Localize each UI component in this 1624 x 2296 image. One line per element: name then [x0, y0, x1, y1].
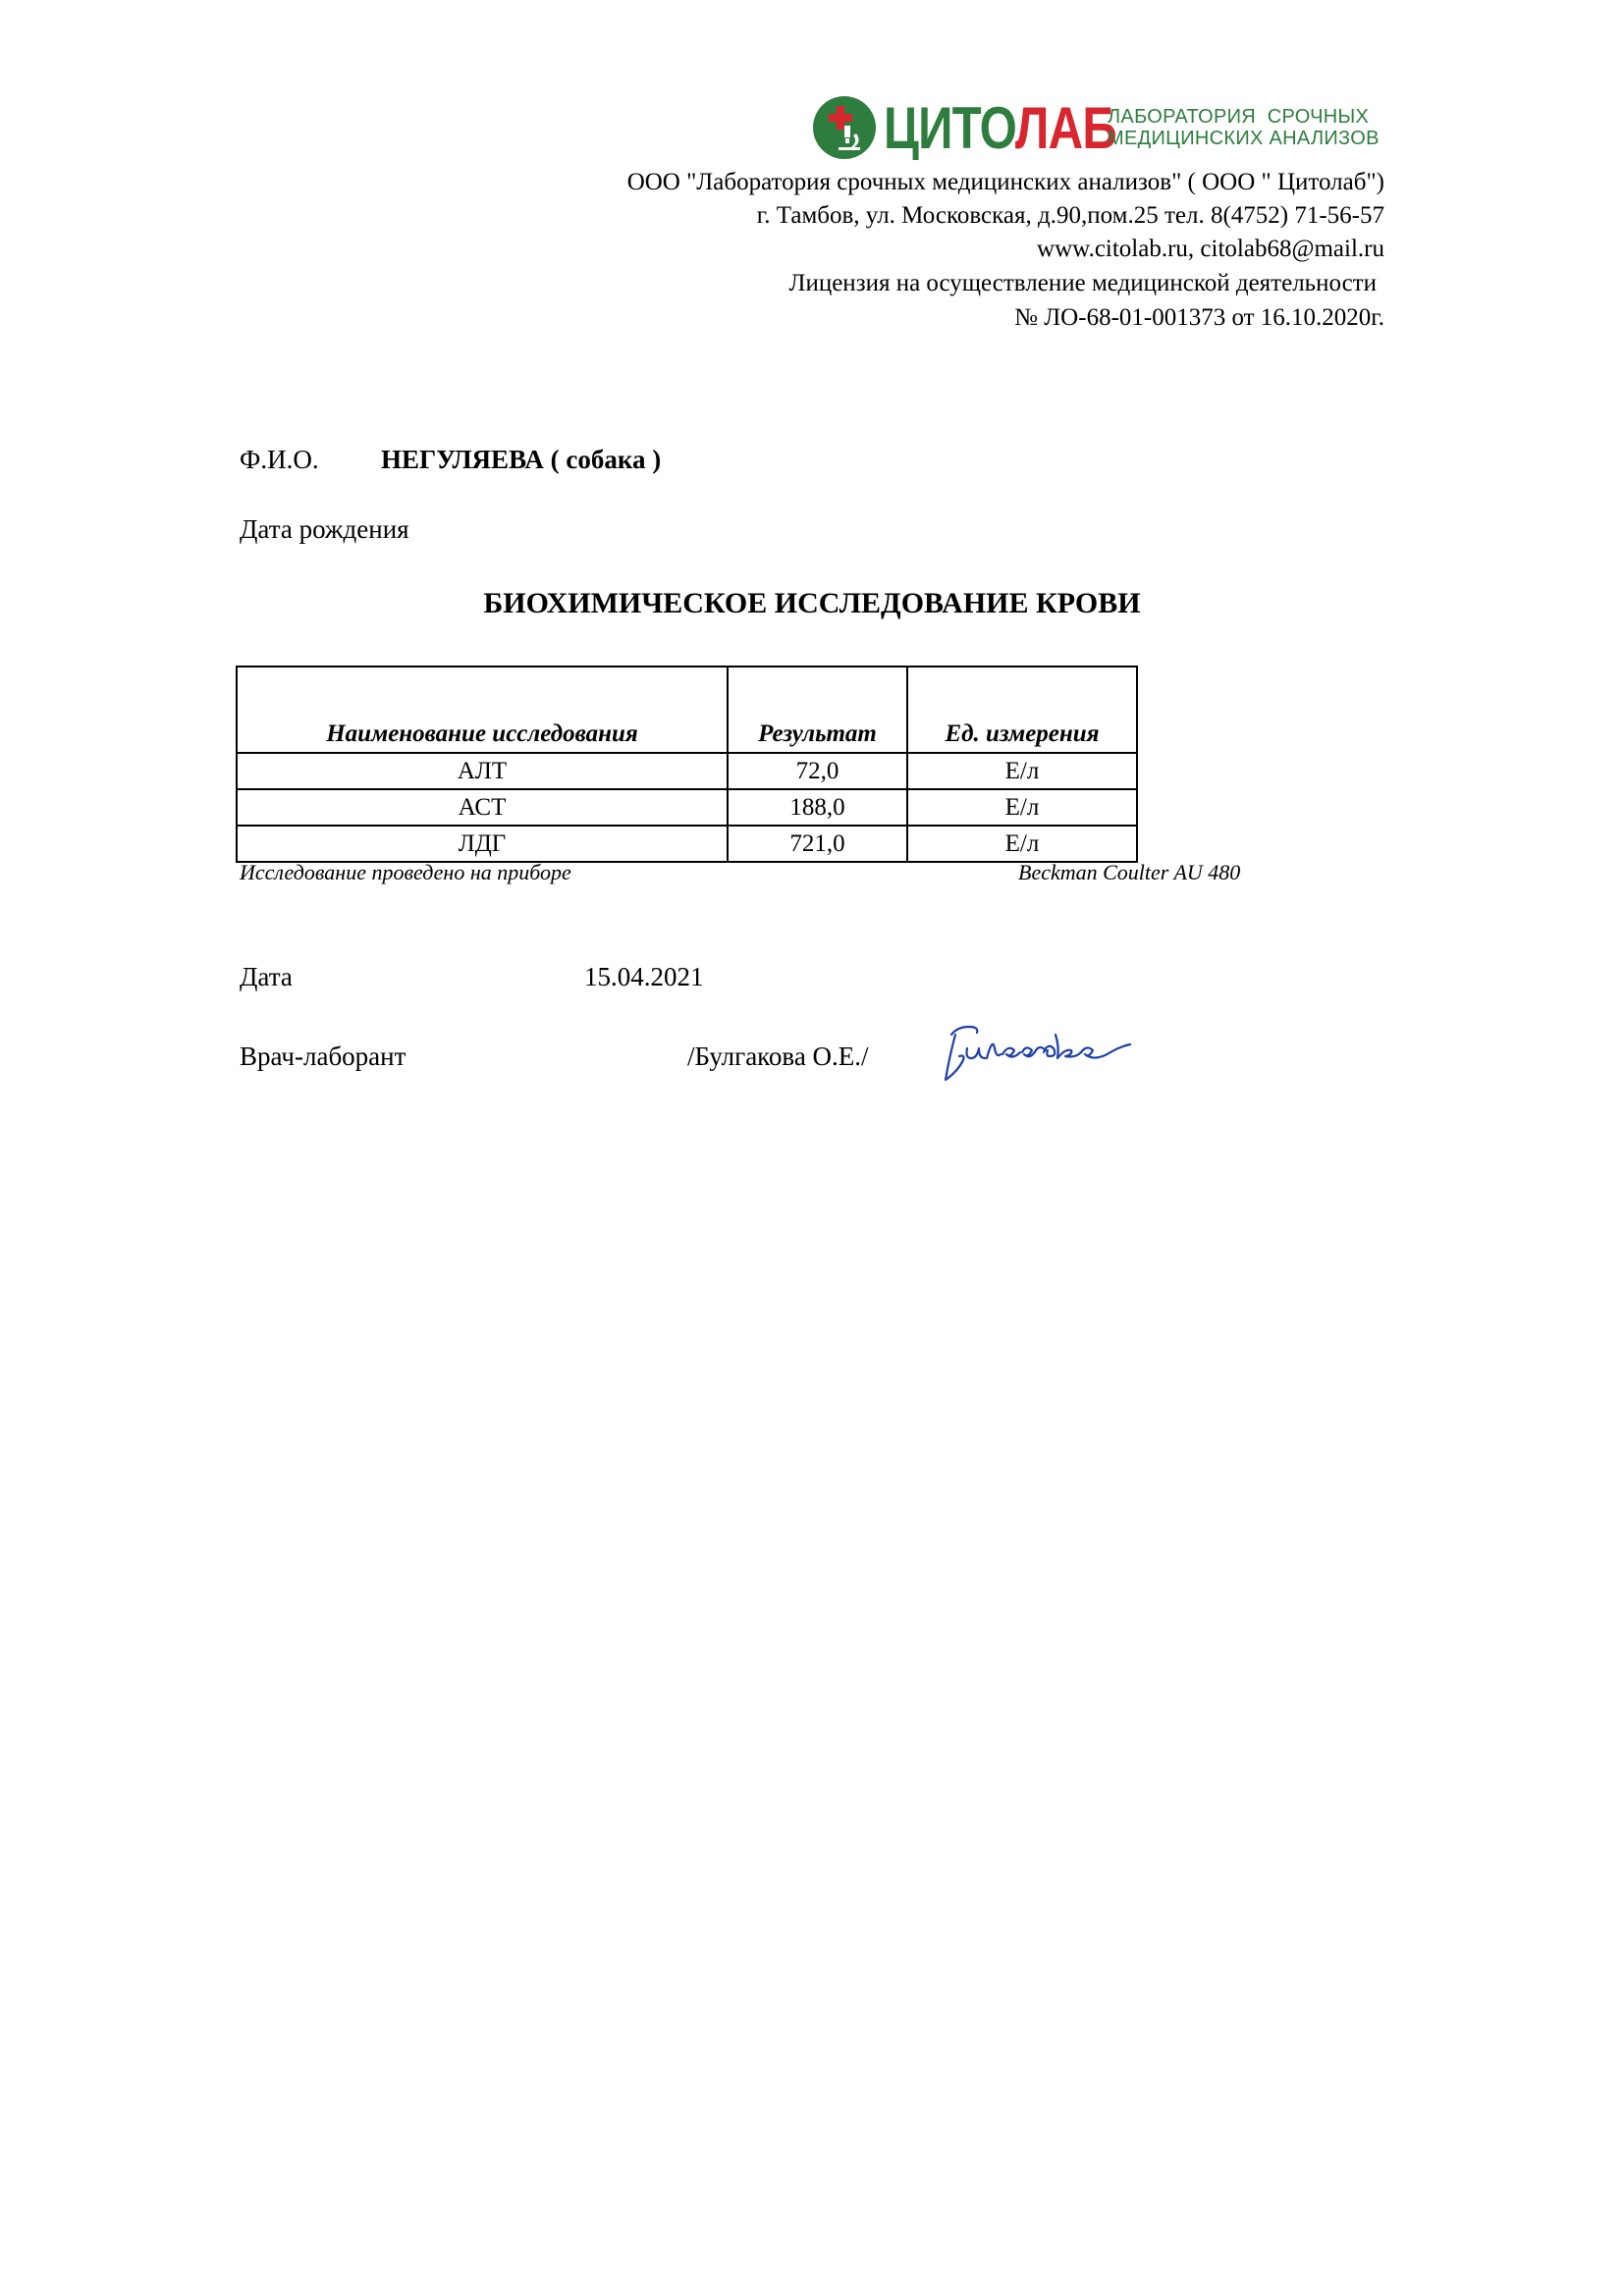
license-text: Лицензия на осуществление медицинской деятельности	[788, 270, 1377, 296]
test-name: АЛТ	[237, 753, 728, 789]
org-contacts: www.citolab.ru, citolab68@mail.ru	[1037, 236, 1384, 262]
table-row	[237, 826, 1137, 862]
doctor-name: /Булгакова О.Е./	[687, 1041, 869, 1071]
test-result: 188,0	[728, 789, 907, 826]
test-unit: Е/л	[907, 753, 1137, 789]
test-unit: Е/л	[907, 789, 1137, 826]
doctor-label: Врач-лаборант	[240, 1041, 406, 1071]
birth-date-label: Дата рождения	[240, 514, 409, 544]
column-header-unit: Ед. измерения	[907, 667, 1137, 753]
logo-tagline-line2: МЕДИЦИНСКИХ АНАЛИЗОВ	[1108, 128, 1380, 149]
instrument-note-label: Исследование проведено на приборе	[240, 860, 571, 884]
test-name: АСТ	[237, 789, 728, 826]
fio-label: Ф.И.О.	[240, 445, 319, 474]
test-name: ЛДГ	[237, 826, 728, 862]
patient-name: НЕГУЛЯЕВА ( собака )	[381, 445, 662, 474]
table-row	[237, 753, 1137, 789]
signature-image	[938, 1015, 1134, 1094]
table-row	[237, 789, 1137, 826]
microscope-icon	[835, 124, 864, 151]
test-result: 721,0	[728, 826, 907, 862]
logo-word-part2: ЛАБ	[1014, 95, 1116, 161]
test-result: 72,0	[728, 753, 907, 789]
date-value: 15.04.2021	[584, 962, 704, 991]
table-header-row	[237, 667, 1137, 753]
test-unit: Е/л	[907, 826, 1137, 862]
logo-word-part1: ЦИТО	[884, 95, 1015, 161]
logo-tagline	[1108, 106, 1392, 149]
license-number: № ЛО-68-01-001373 от 16.10.2020г.	[1014, 304, 1384, 331]
logo-wordmark	[884, 94, 1116, 163]
logo-emblem	[813, 96, 876, 159]
org-name: ООО "Лаборатория срочных медицинских анализов" ( ООО " Цитолаб")	[626, 169, 1384, 195]
logo-tagline-line1: ЛАБОРАТОРИЯ СРОЧНЫХ	[1108, 106, 1370, 128]
page-title: БИОХИМИЧЕСКОЕ ИССЛЕДОВАНИЕ КРОВИ	[483, 587, 1141, 619]
results-table	[236, 666, 1138, 863]
instrument-name: Beckman Coulter AU 480	[1018, 860, 1241, 884]
date-label: Дата	[240, 962, 293, 991]
column-header-result: Результат	[728, 667, 907, 753]
column-header-test: Наименование исследования	[237, 667, 728, 753]
company-logo	[813, 94, 1382, 163]
org-address: г. Тамбов, ул. Московская, д.90,пом.25 тел. 8(4752) 71-56-57	[756, 202, 1384, 229]
